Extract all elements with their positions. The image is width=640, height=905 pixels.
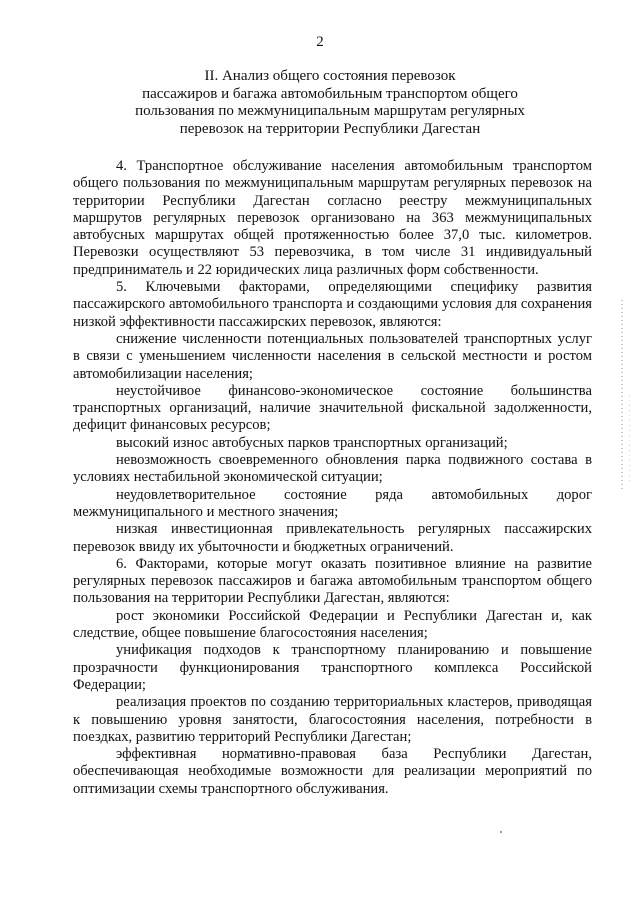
scan-artifact: [500, 831, 502, 833]
heading-line: перевозок на территории Республики Дагестан: [179, 120, 481, 137]
list-item: низкая инвестиционная привлекательность регулярных пассажирских перевозок ввиду их убыточности и бюджетных ограничений.: [73, 521, 592, 555]
paragraph-item-5: 5. Ключевыми факторами, определяющими специфику развития пассажирского автомобильного транспорта и создающими условия для сохранения низкой эффективности пассажирских перевозок, являются:: [73, 279, 592, 330]
list-item: рост экономики Российской Федерации и Республики Дагестан и, как следствие, общее повышение благосостояния населения;: [73, 607, 592, 642]
list-item: эффективная нормативно-правовая база Республики Дагестан, обеспечивающая необходимые возможности для реализации мероприятий по оптимизации схемы транспортного обслуживания.: [73, 746, 592, 797]
heading-line: пассажиров и багажа автомобильным транспортом общего: [142, 85, 518, 102]
paragraph-item-4: 4. Транспортное обслуживание населения автомобильным транспортом общего пользования по межмуниципальным маршрутам регулярных перевозок на территории Республики Дагестан согласно реестру межмуниципальных маршрутов регулярных перевозок организовано на 363 межмуниципальных автобусных маршрутах общей протяженностью более 37,0 тыс. километров. Перевозки осуществляют 53 перевозчика, в том числе 31 индивидуальный предприниматель и 22 юридических лица различных форм собственности.: [73, 158, 592, 278]
list-item: невозможность своевременного обновления парка подвижного состава в условиях нестабильной экономической ситуации;: [73, 452, 592, 486]
paragraph-item-6: 6. Факторами, которые могут оказать позитивное влияние на развитие регулярных перевозок пассажиров и багажа автомобильным транспортом общего пользования на территории Республики Дагестан, являются:: [73, 555, 592, 607]
list-item: неудовлетворительное состояние ряда автомобильных дорог межмуниципального и местного значения;: [73, 486, 592, 520]
page-number: 2: [316, 34, 324, 50]
list-item: высокий износ автобусных парков транспортных организаций;: [116, 434, 508, 451]
heading-line: пользования по межмуниципальным маршрутам регулярных: [135, 103, 525, 119]
scan-artifact: [629, 395, 630, 485]
list-item: унификация подходов к транспортному планированию и повышение прозрачности функционирования транспортного комплекса Российской Федерации;: [73, 642, 592, 693]
list-item: снижение численности потенциальных пользователей транспортных услуг в связи с уменьшением численности населения в сельской местности и ростом автомобилизации населения;: [73, 330, 592, 382]
scan-artifact: [621, 300, 623, 490]
list-item: реализация проектов по созданию территориальных кластеров, приводящая к повышению уровня занятости, благосостояния населения, потребности в поездках, развитию территорий Республики Дагестан;: [73, 694, 592, 745]
section-heading: [120, 68, 540, 138]
heading-line: II. Анализ общего состояния перевозок: [204, 68, 456, 84]
list-item: неустойчивое финансово-экономическое состояние большинства транспортных организаций, наличие значительной фискальной задолженности, дефицит финансовых ресурсов;: [73, 382, 592, 434]
document-body: [73, 158, 592, 798]
